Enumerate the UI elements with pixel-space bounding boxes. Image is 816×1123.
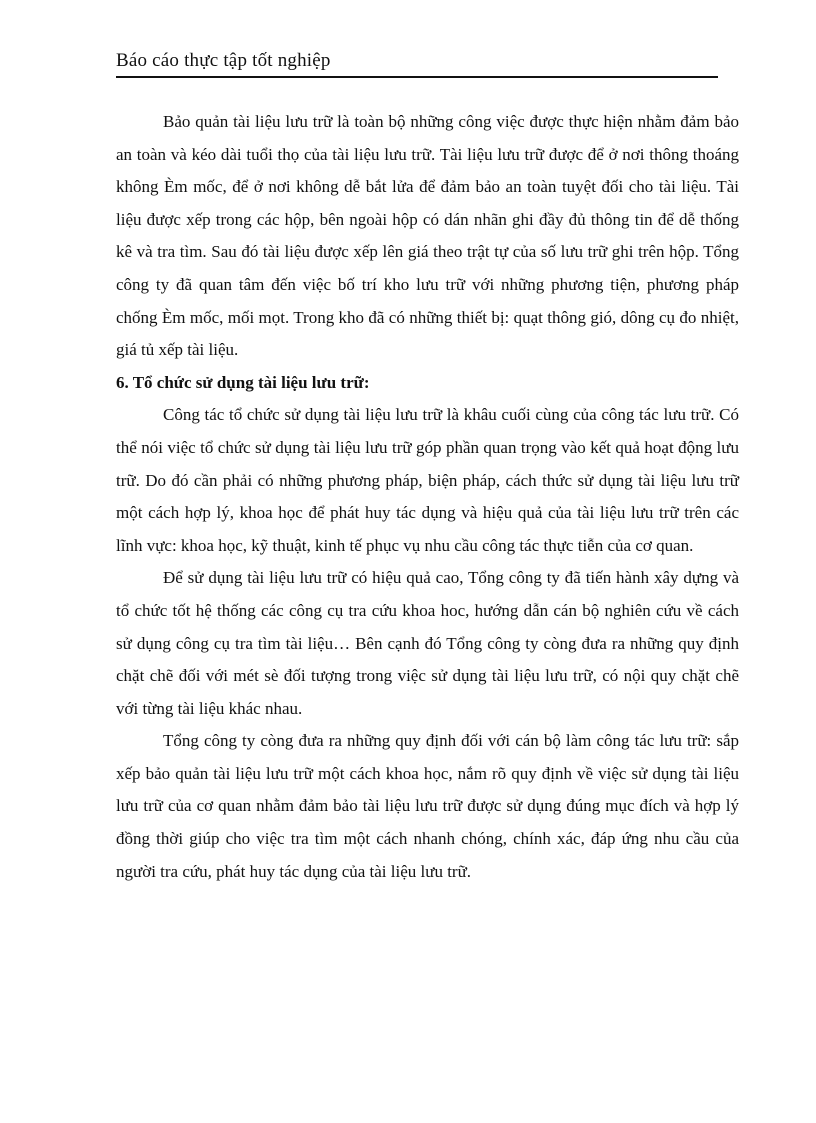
paragraph-staff-regulations: Tổng công ty còng đưa ra những quy định đối với cán bộ làm công tác lưu trữ: sắp xếp bảo quản tài liệu lưu trữ một cách khoa học, nắm rõ quy định về việc sử dụng tài liệu lưu trữ của cơ quan nhằm đảm bảo tài liệu lưu trữ được sử dụng đúng mục đích và hợp lý đồng thời giúp cho việc tra tìm một cách nhanh chóng, chính xác, đáp ứng nhu cầu của người tra cứu, phát huy tác dụng của tài liệu lưu trữ.	[116, 731, 739, 881]
header-title: Báo cáo thực tập tốt nghiệp	[116, 50, 331, 71]
page-header	[116, 50, 718, 78]
section-heading-6: 6. Tổ chức sử dụng tài liệu lưu trữ:	[116, 372, 370, 392]
paragraph-usage-organization: Công tác tổ chức sử dụng tài liệu lưu trữ là khâu cuối cùng của công tác lưu trữ. Có thể nói việc tổ chức sử dụng tài liệu lưu trữ góp phần quan trọng vào kết quả hoạt động lưu trữ. Do đó cần phải có những phương pháp, biện pháp, cách thức sử dụng tài liệu lưu trữ một cách hợp lý, khoa học để phát huy tác dụng và hiệu quả của tài liệu lưu trữ trên các lĩnh vực: khoa học, kỹ thuật, kinh tế phục vụ nhu cầu công tác thực tiễn của cơ quan.	[116, 405, 739, 555]
paragraph-search-tools: Để sử dụng tài liệu lưu trữ có hiệu quả cao, Tổng công ty đã tiến hành xây dựng và tổ chức tốt hệ thống các công cụ tra cứu khoa hoc, hướng dẫn cán bộ nghiên cứu về cách sử dụng công cụ tra tìm tài liệu… Bên cạnh đó Tổng công ty còng đưa ra những quy định chặt chẽ đối với mét sè đối tượng trong việc sử dụng tài liệu lưu trữ, có nội quy chặt chẽ với từng tài liệu khác nhau.	[116, 568, 739, 718]
paragraph-storage-preservation: Bảo quản tài liệu lưu trữ là toàn bộ những công việc được thực hiện nhằm đảm bảo an toàn và kéo dài tuổi thọ của tài liệu lưu trữ. Tài liệu lưu trữ được để ở nơi thông thoáng không Èm mốc, để ở nơi không dễ bắt lửa để đảm bảo an toàn tuyệt đối cho tài liệu. Tài liệu được xếp trong các hộp, bên ngoài hộp có dán nhãn ghi đầy đủ thông tin để dễ thống kê và tra tìm. Sau đó tài liệu được xếp lên giá theo trật tự của số lưu trữ ghi trên hộp. Tổng công ty đã quan tâm đến việc bố trí kho lưu trữ với những phương tiện, phương pháp chống Èm mốc, mối mọt. Trong kho đã có những thiết bị: quạt thông gió, dông cụ đo nhiệt, giá tủ xếp tài liệu.	[116, 112, 739, 360]
document-body	[116, 106, 739, 888]
